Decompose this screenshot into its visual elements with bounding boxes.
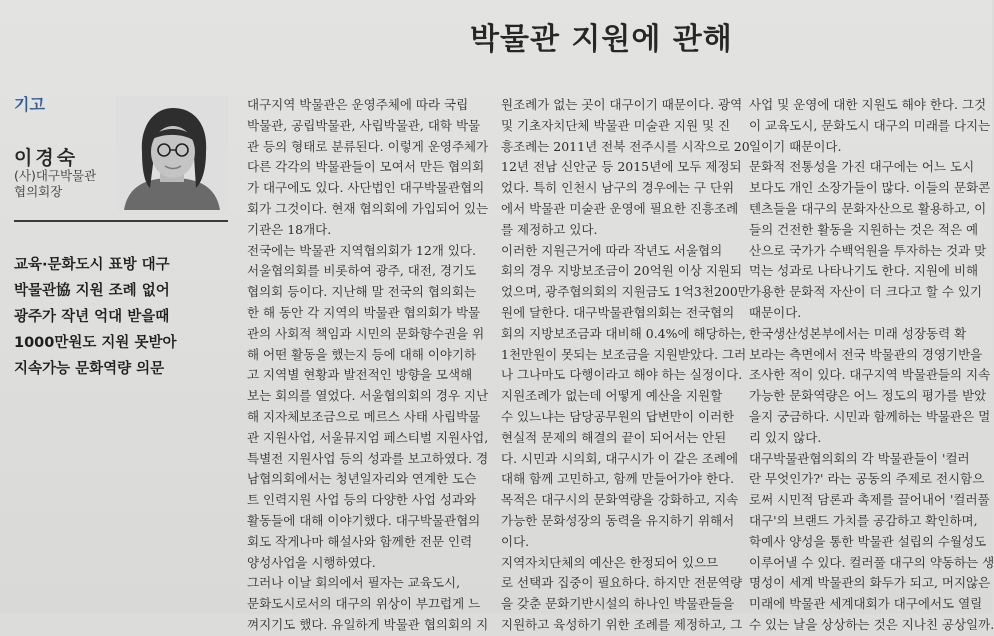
- body-text-line: 남협의회에서는 청년일자리와 연계한 도슨: [247, 471, 477, 487]
- author-role: [14, 168, 110, 200]
- body-column-3: [749, 95, 994, 636]
- body-text-line: 보는 회의를 열었다. 서울협의회의 경우 지난: [247, 388, 489, 404]
- section-tag: 기고: [14, 95, 45, 114]
- headline-line: 교육·문화도시 표방 대구: [14, 257, 170, 273]
- body-text-line: 목적은 대구시의 문화역량을 강화하고, 지속: [501, 492, 739, 508]
- body-text-line: 수 있느냐는 담당공무원의 답변만이 이러한: [501, 408, 735, 424]
- body-text-line: 을지 궁금하다. 시민과 함께하는 박물관은 멀: [749, 408, 991, 424]
- headline-line: 지속가능 문화역량 의문: [14, 361, 165, 377]
- body-text-line: 조사한 적이 있다. 대구지역 박물관들의 지속: [749, 367, 991, 383]
- body-text-line: 해 어떤 활동을 했는지 등에 대해 이야기하: [247, 346, 477, 362]
- body-text-line: 회가 그것이다. 현재 협의회에 가입되어 있는: [247, 200, 489, 216]
- body-text-line: 껴지기도 했다. 유일하게 박물관 협의회의 지: [247, 616, 489, 632]
- headline-summary: [14, 252, 238, 382]
- body-text-line: 었으며, 광주협의회의 지원금도 1억3천200만: [501, 284, 750, 300]
- body-text-line: 들의 건전한 활동을 지원하는 것은 적은 예: [749, 221, 979, 237]
- headline-line: 광주가 작년 억대 받을때: [14, 309, 170, 325]
- body-text-line: 사업 및 운영에 대한 지원도 해야 한다. 그것: [749, 97, 987, 112]
- author-role-line: 협의회장: [14, 184, 63, 199]
- body-text-line: 이 교육도시, 문화도시 대구의 미래를 다지는: [749, 117, 991, 133]
- body-text-line: 지원조례가 없는데 어떻게 예산을 지원할: [501, 388, 723, 404]
- body-text-line: 나 그나마도 다행이라고 해야 하는 실정이다.: [501, 367, 743, 383]
- body-text-line: 박물관, 공립박물관, 사립박물관, 대학 박물: [247, 117, 481, 133]
- body-text-line: 트 인력지원 사업 등의 다양한 사업 성과와: [247, 492, 477, 508]
- body-text-line: 을 갖춘 문화기반시설의 하나인 박물관들을: [501, 596, 735, 612]
- body-text-line: 양성사업을 시행하였다.: [247, 554, 376, 570]
- body-text-line: 한국생산성본부에서는 미래 성장동력 확: [749, 325, 967, 341]
- body-text-line: 문화도시로서의 대구의 위상이 부끄럽게 느: [247, 596, 481, 612]
- body-text-line: 흥조례는 2011년 전북 전주시를 시작으로 20: [501, 138, 750, 154]
- author-name: 이경숙: [14, 147, 79, 169]
- body-text-line: 회도 작게나마 해설사와 함께한 전문 인력: [247, 533, 473, 549]
- body-text-line: 에서 박물관 미술관 운영에 필요한 진흥조례: [501, 200, 739, 216]
- body-text-line: 해 지자체보조금으로 메르스 사태 사립박물: [247, 408, 481, 424]
- body-text-line: 이루어낼 수 있다. 컬러풀 대구의 약동하는 생: [749, 554, 994, 570]
- body-text-line: 란 무엇인가?' 라는 공동의 주제로 전시함으: [749, 471, 985, 487]
- body-text-line: 를 제정하고 있다.: [501, 221, 598, 237]
- body-text-line: 그러나 이날 회의에서 필자는 교육도시,: [247, 575, 461, 591]
- body-text-line: 이다.: [501, 533, 530, 549]
- body-text-line: 때문이다.: [749, 304, 802, 320]
- body-text-line: 가능한 문화성장의 동력을 유지하기 위해서: [501, 512, 735, 528]
- body-text-line: 일이기 때문이다.: [749, 138, 842, 154]
- body-text-line: 원조례가 없는 곳이 대구이기 때문이다. 광역: [501, 97, 743, 112]
- body-text-line: 회의 지방보조금과 대비해 0.4%에 해당하는,: [501, 325, 746, 341]
- body-text-line: 현실적 문제의 해결의 끝이 되어서는 안된: [501, 429, 727, 445]
- body-text-line: 지원하고 육성하기 위한 조례를 제정하고, 그: [501, 616, 743, 632]
- body-text-line: 보다도 개인 소장가들이 많다. 이들의 문화콘: [749, 180, 991, 196]
- body-text-line: 관의 사회적 책임과 시민의 문화향수권을 위: [247, 325, 485, 341]
- body-text-line: 로써 시민적 담론과 촉제를 끌어내어 '컬러풀: [749, 492, 990, 508]
- body-text-line: 대해 함께 고민하고, 함께 만들어가야 한다.: [501, 471, 735, 487]
- body-text-line: 미래에 박물관 세계대회가 대구에서도 열릴: [749, 596, 983, 612]
- body-text-line: 대구'의 브랜드 가치를 공감하고 확인하며,: [749, 512, 978, 528]
- body-text-line: 활동들에 대해 이야기했다. 대구박물관협의: [247, 512, 481, 528]
- body-text-line: 협의회 등이다. 지난해 말 전국의 협의회는: [247, 284, 477, 300]
- body-text-line: 특별전 지원사업 등의 성과를 보고하였다. 경: [247, 450, 489, 466]
- body-text-line: 기관은 18개다.: [247, 221, 332, 237]
- body-column-1: [247, 95, 489, 636]
- body-text-line: 한 해 동안 각 지역의 박물관 협의회가 박물: [247, 304, 481, 320]
- body-text-line: 로 선택과 집중이 필요하다. 하지만 전문역량: [501, 575, 743, 591]
- body-text-line: 원에 달한다. 대구박물관협의회는 전국협의: [501, 304, 735, 320]
- body-text-line: 1천만원이 못되는 보조금을 지원받았다. 그러: [501, 346, 747, 362]
- body-text-line: 먹는 성과로 나타나기도 한다. 지원에 비해: [749, 263, 979, 279]
- body-text-line: 12년 전남 신안군 등 2015년에 모두 제정되: [501, 159, 742, 175]
- body-text-line: 텐츠들을 대구의 문화자산으로 활용하고, 이: [749, 200, 987, 216]
- body-text-line: 대구박물관협의회의 각 박물관들이 '컬러: [749, 450, 970, 466]
- sidebar-divider: [14, 220, 228, 222]
- body-text-line: 다. 시민과 시의회, 대구시가 이 같은 조례에: [501, 450, 739, 466]
- body-text-line: 학예사 양성을 통한 박물관 설립의 수월성도: [749, 533, 987, 549]
- body-text-line: 가용한 문화적 자산이 더 크다고 할 수 있기: [749, 284, 983, 300]
- body-text-line: 보라는 측면에서 전국 박물관의 경영기반을: [749, 346, 983, 362]
- body-text-line: 회의 경우 지방보조금이 20억원 이상 지원되: [501, 263, 743, 279]
- body-text-line: 관 등의 형태로 분류된다. 이렇게 운영주체가: [247, 138, 489, 154]
- body-text-line: 고 지역별 현황과 발전적인 방향을 모색해: [247, 367, 473, 383]
- article-title: 박물관 지원에 관해: [470, 22, 733, 57]
- author-role-line: (사)대구박물관: [14, 168, 97, 183]
- body-text-line: 지역자치단체의 예산은 한정되어 있으므: [501, 554, 719, 570]
- body-text-line: 관 지원사업, 서울뮤지엄 페스티벌 지원사업,: [247, 429, 489, 445]
- body-text-line: 산으로 국가가 수백억원을 투자하는 것과 맞: [749, 242, 987, 258]
- body-text-line: 서울협의회를 비롯하여 광주, 대전, 경기도: [247, 263, 477, 279]
- headline-line: 1000만원도 지원 못받아: [14, 335, 177, 351]
- body-text-line: 이러한 지원근거에 따라 작년도 서울협의: [501, 242, 723, 258]
- body-text-line: 었다. 특히 인천시 남구의 경우에는 구 단위: [501, 180, 735, 196]
- body-text-line: 가 대구에도 있다. 사단법인 대구박물관협의: [247, 180, 485, 196]
- body-text-line: 명성이 세계 박물관의 화두가 되고, 머지않은: [749, 575, 991, 591]
- body-text-line: 문화적 전통성을 가진 대구에는 어느 도시: [749, 159, 975, 175]
- body-text-line: 다른 각각의 박물관들이 모여서 만든 협의회: [247, 159, 485, 175]
- author-photo: [116, 96, 228, 210]
- headline-line: 박물관協 지원 조례 없어: [14, 283, 170, 299]
- body-text-line: 가능한 문화역량은 어느 정도의 평가를 받았: [749, 388, 987, 404]
- body-column-2: [501, 95, 750, 636]
- body-text-line: 대구지역 박물관은 운영주체에 따라 국립: [247, 97, 469, 112]
- body-text-line: 리 있지 않다.: [749, 429, 822, 445]
- body-text-line: 수 있는 날을 상상하는 것은 지나친 공상일까.: [749, 616, 994, 632]
- body-text-line: 전국에는 박물관 지역협의회가 12개 있다.: [247, 242, 476, 258]
- body-text-line: 및 기초자치단체 박물관 미술관 지원 및 진: [501, 117, 731, 133]
